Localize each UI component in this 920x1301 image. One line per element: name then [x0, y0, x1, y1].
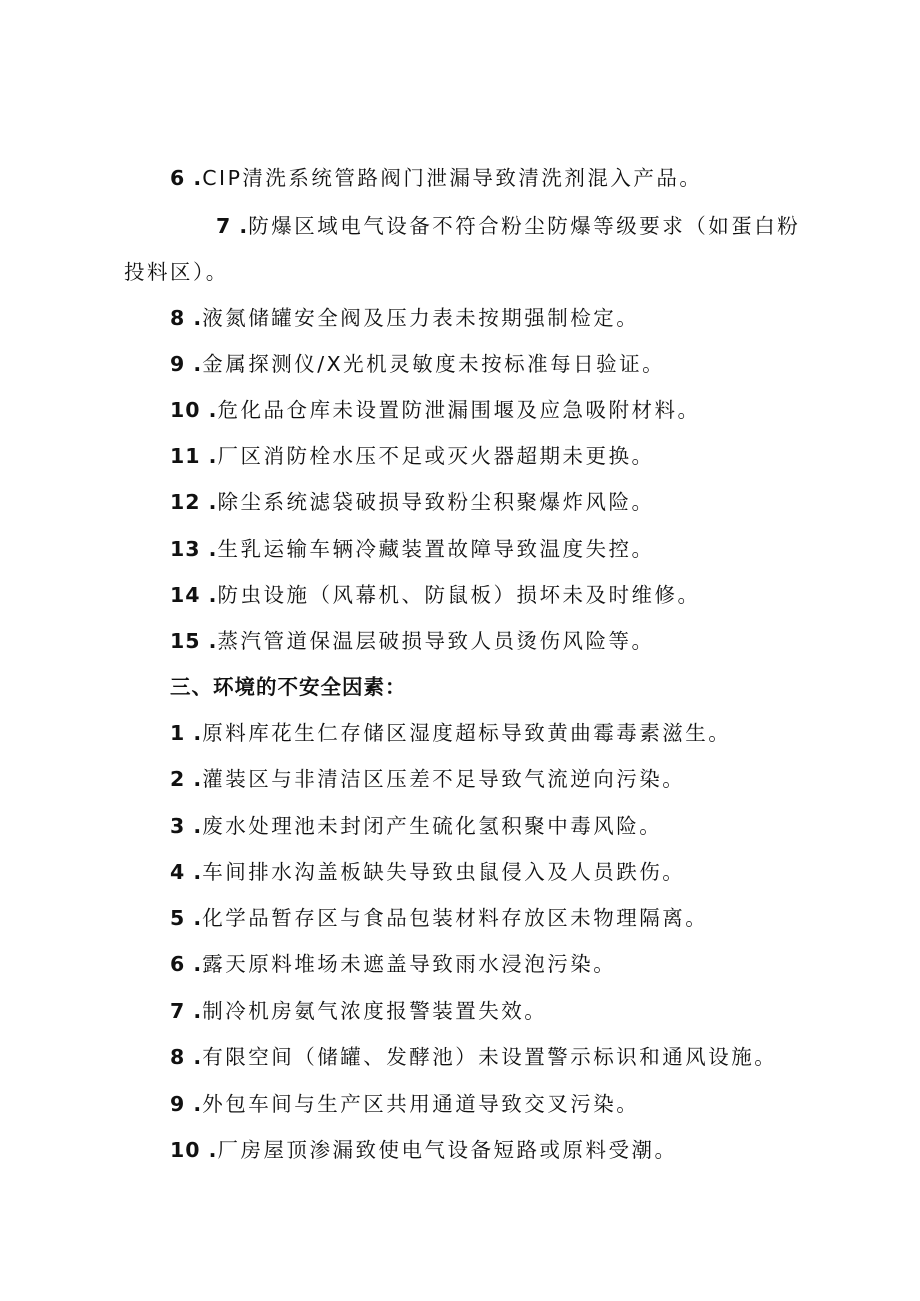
list-item: 3 .废水处理池未封闭产生硫化氢积聚中毒风险。 — [170, 814, 663, 838]
list-item: 9 .外包车间与生产区共用通道导致交叉污染。 — [170, 1092, 640, 1116]
list-item: 10 .危化品仓库未设置防泄漏围堰及应急吸附材料。 — [170, 398, 701, 422]
list-item: 8 .有限空间（储罐、发酵池）未设置警示标识和通风设施。 — [170, 1045, 778, 1069]
section-heading: 三、环境的不安全因素： — [170, 675, 407, 699]
list-item: 5 .化学品暂存区与食品包装材料存放区未物理隔离。 — [170, 906, 709, 930]
list-item: 2 .灌装区与非清洁区压差不足导致气流逆向污染。 — [170, 767, 686, 791]
list-item: 10 .厂房屋顶渗漏致使电气设备短路或原料受潮。 — [170, 1138, 678, 1162]
list-item: 4 .车间排水沟盖板缺失导致虫鼠侵入及人员跌伤。 — [170, 860, 686, 884]
list-item: 8 .液氮储罐安全阀及压力表未按期强制检定。 — [170, 306, 640, 330]
list-item: 15 .蒸汽管道保温层破损导致人员烫伤风险等。 — [170, 629, 655, 653]
list-item: 6 .露天原料堆场未遮盖导致雨水浸泡污染。 — [170, 952, 617, 976]
list-item: 9 .金属探测仪/X光机灵敏度未按标准每日验证。 — [170, 352, 666, 376]
list-item: 13 .生乳运输车辆冷藏装置故障导致温度失控。 — [170, 537, 655, 561]
list-item: 6 .CIP清洗系统管路阀门泄漏导致清洗剂混入产品。 — [170, 166, 703, 190]
list-item: 11 .厂区消防栓水压不足或灭火器超期未更换。 — [170, 444, 655, 468]
list-item: 1 .原料库花生仁存储区湿度超标导致黄曲霉毒素滋生。 — [170, 721, 732, 745]
list-item: 12 .除尘系统滤袋破损导致粉尘积聚爆炸风险。 — [170, 490, 655, 514]
list-item: 7 .制冷机房氨气浓度报警装置失效。 — [170, 999, 548, 1023]
list-item: 14 .防虫设施（风幕机、防鼠板）损坏未及时维修。 — [170, 583, 701, 607]
list-item: 7 .防爆区域电气设备不符合粉尘防爆等级要求（如蛋白粉投料区）。 — [124, 214, 801, 284]
